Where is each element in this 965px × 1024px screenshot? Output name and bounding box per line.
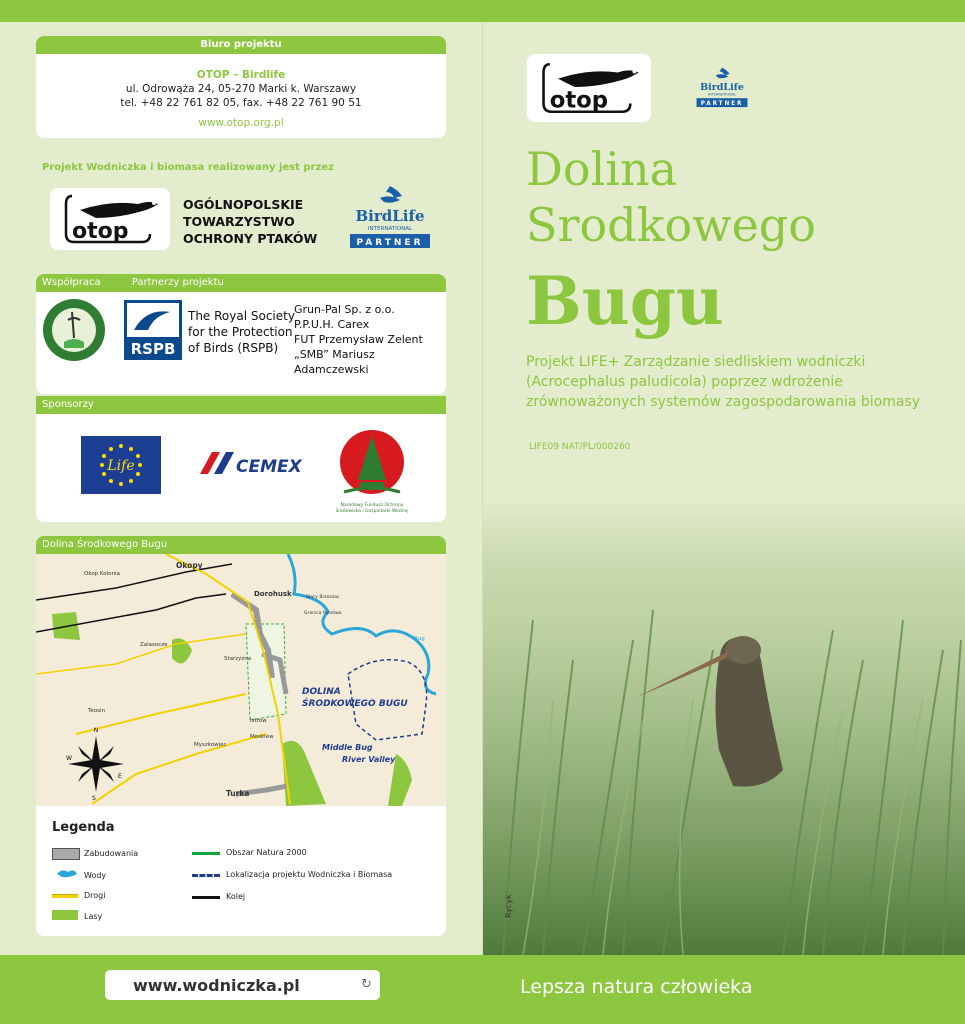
cover-title-line2: Srodkowego [526, 198, 816, 252]
office-name: OTOP – Birdlife [196, 69, 286, 81]
svg-text:RSPB: RSPB [130, 340, 176, 358]
svg-text:Moskiew: Moskiew [250, 734, 274, 740]
legend-water: Wody [84, 871, 107, 880]
top-green-bar [0, 0, 965, 22]
svg-text:Zalasocze: Zalasocze [140, 642, 168, 648]
map-box [36, 536, 446, 936]
rspb-logo [124, 300, 182, 364]
svg-text:N: N [93, 727, 99, 734]
nfosigw-logo [336, 428, 408, 522]
svg-text:otop: otop [549, 87, 609, 114]
legend-roads-swatch [52, 894, 78, 898]
svg-text:Dorohusk: Dorohusk [254, 590, 292, 598]
slogan: Lepsza natura człowieka [520, 976, 753, 998]
svg-text:Bug: Bug [414, 636, 425, 642]
cooperation-box [36, 274, 446, 394]
otop-logo [50, 188, 170, 250]
photo-credit: Rycyk [504, 894, 513, 918]
office-header: Biuro projektu [36, 36, 446, 54]
svg-text:INTERNATIONAL: INTERNATIONAL [707, 92, 737, 97]
otop-logo-cover [527, 54, 651, 122]
office-address: ul. Odrowąża 24, 05-270 Marki k. Warszawy [125, 83, 357, 95]
svg-text:Teosin: Teosin [88, 708, 106, 714]
cemex-logo [196, 448, 306, 482]
map-header: Dolina Środkowego Bugu [36, 536, 446, 554]
realized-by-label: Projekt Wodniczka i biomasa realizowany jest przez [42, 162, 334, 173]
rspb-full-name: The Royal Society for the Protection of Birds (RSPB) [188, 309, 295, 355]
polesie-park-logo [42, 298, 106, 366]
legend-natura-swatch [192, 852, 220, 855]
svg-text:S: S [92, 795, 96, 802]
legend-buildings-swatch [52, 848, 80, 860]
project-description: Projekt LIFE+ Zarządzanie siedliskiem wodniczki (Acrocephalus paludicola) poprzez wdrożenie zrównoważonych systemów zagospodarowania biomasy [526, 354, 921, 410]
svg-text:otop: otop [72, 219, 129, 244]
cover-title-line1: Dolina [526, 142, 678, 196]
svg-text:Life: Life [107, 458, 135, 474]
svg-text:W: W [66, 755, 72, 762]
legend-water-swatch [56, 868, 78, 880]
region-map [36, 554, 446, 806]
svg-text:Istrów: Istrów [250, 718, 267, 724]
svg-text:PARTNER: PARTNER [356, 238, 424, 248]
sponsors-box [36, 396, 446, 522]
svg-text:BirdLife: BirdLife [355, 207, 425, 225]
svg-text:Okop Kolonia: Okop Kolonia [84, 571, 120, 577]
reload-icon: ↻ [361, 977, 372, 992]
office-phone: tel. +48 22 761 82 05, fax. +48 22 761 90 51 [120, 97, 362, 109]
svg-text:Narodowy Fundusz Ochrony: Narodowy Fundusz Ochrony [340, 503, 404, 508]
otop-full-name: OGÓLNOPOLSKIE TOWARZYSTWO OCHRONY PTAKÓW [183, 197, 318, 246]
project-partners-list: Grun-Pal Sp. z o.o. P.P.U.H. Carex FUT Przemysław Zelent „SMB” Mariusz Adamczewski [294, 303, 423, 376]
svg-text:BirdLife: BirdLife [700, 81, 744, 93]
svg-text:CEMEX: CEMEX [236, 457, 302, 477]
map-legend [36, 806, 446, 936]
cover-title-line3: Bugu [526, 262, 724, 340]
legend-railway-swatch [192, 896, 220, 899]
svg-text:Middle Bug: Middle Bug [322, 743, 373, 752]
svg-text:ŚRODKOWEGO BUGU: ŚRODKOWEGO BUGU [302, 699, 408, 709]
svg-text:Starzyzna: Starzyzna [224, 656, 252, 662]
svg-text:Granica Państwa: Granica Państwa [304, 611, 342, 616]
svg-text:Stary Brzeszac: Stary Brzeszac [306, 595, 340, 600]
cooperation-header [36, 274, 446, 292]
svg-text:River Valley: River Valley [342, 755, 396, 764]
bird-in-grass-photo [483, 500, 965, 955]
website-url-field[interactable] [105, 970, 380, 1000]
office-website-link[interactable]: www.otop.org.pl [198, 117, 284, 129]
legend-title: Legenda [52, 820, 115, 835]
svg-text:INTERNATIONAL: INTERNATIONAL [367, 226, 413, 232]
sponsors-header: Sponsorzy [36, 396, 446, 414]
svg-text:Turka: Turka [226, 789, 250, 798]
project-office-box [36, 36, 446, 138]
svg-text:Okopy: Okopy [176, 561, 203, 570]
legend-railway: Kolej [226, 892, 246, 901]
legend-buildings: Zabudowania [84, 849, 139, 858]
legend-forests-swatch [52, 910, 78, 920]
legend-project: Lokalizacja projektu Wodniczka i Biomasa [226, 870, 393, 879]
legend-project-swatch [192, 874, 220, 877]
legend-roads: Drogi [84, 891, 106, 900]
legend-forests: Lasy [84, 912, 103, 921]
birdlife-partner-logo [346, 184, 434, 252]
svg-text:Myszkowiec: Myszkowiec [194, 742, 227, 748]
project-code: LIFE09 NAT/PL/000260 [529, 442, 631, 452]
svg-text:Środowiska i Gospodarki Wodnej: Środowiska i Gospodarki Wodnej [336, 509, 408, 514]
legend-natura: Obszar Natura 2000 [226, 848, 307, 857]
partners-label: Partnerzy projektu [131, 277, 224, 288]
svg-text:E: E [118, 773, 122, 780]
svg-text:DOLINA: DOLINA [302, 687, 341, 697]
eu-life-logo [81, 436, 161, 498]
cooperation-label: Współpraca [42, 277, 101, 288]
birdlife-logo-cover [694, 66, 750, 114]
svg-text:PARTNER: PARTNER [700, 101, 744, 108]
website-url[interactable]: www.wodniczka.pl [133, 976, 300, 995]
